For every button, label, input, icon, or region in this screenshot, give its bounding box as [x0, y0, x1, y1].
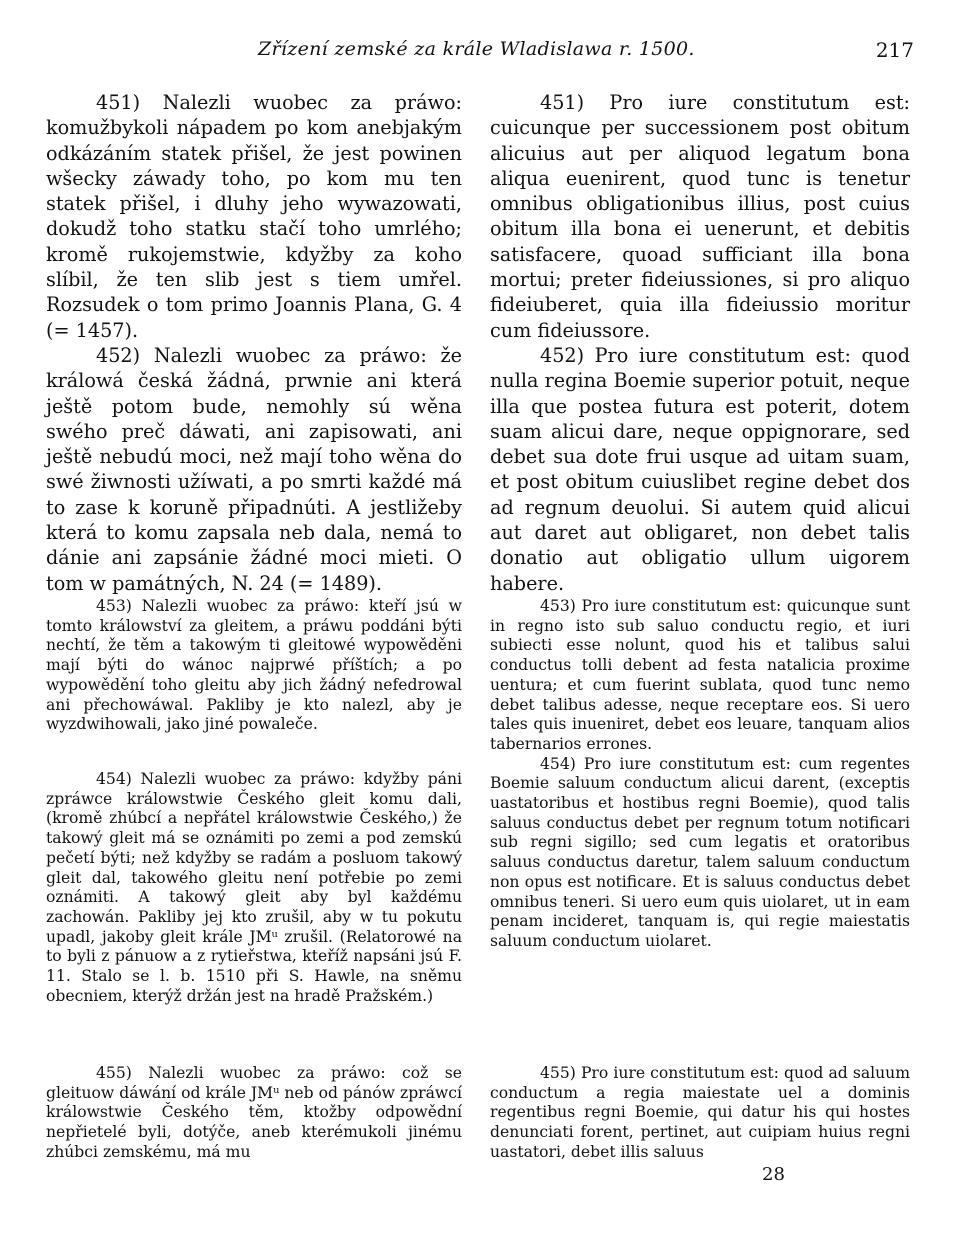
- printer-signature-mark: 28: [762, 1164, 785, 1185]
- right-block-455: [490, 1064, 910, 1163]
- right-block-451-452: [490, 90, 910, 596]
- paragraph-453-czech: 453) Nalezli wuobec za práwo: kteří jsú w tomto králowství za gleitem, a práwu poddáni býti nechtí, že těm a takowým ti gleitowé wypowěděni mají býti do wánoc najprwé příštích; a po wypowědění toho gleitu aby jich žádný nefedrowal ani přechowáwal. Pakliby je kto nalezl, aby je wyzdwihowali, jako jiné powaleče.: [46, 597, 462, 734]
- page-header: [0, 38, 960, 68]
- left-block-455: [46, 1064, 462, 1163]
- running-title: Zřízení zemské za krále Wladislawa r. 1500.: [258, 38, 695, 60]
- paragraph-455-czech: 455) Nalezli wuobec za práwo: což se gleituow dáwání od krále JMᵘ neb od pánów zpráwcí králowstwie Českého těm, ktožby odpowědní nepřietelé byli, dotýče, aneb kterémukoli jinému zhúbci zemskému, má mu: [46, 1064, 462, 1161]
- paragraph-455-latin: 455) Pro iure constitutum est: quod ad saluum conductum a regia maiestate uel a dominis regentibus regni Boemie, qui datur his qui hostes denunciati forent, pertinet, aut cuipiam huius regni uastatori, debet illis saluus: [490, 1064, 910, 1161]
- paragraph-451-latin: 451) Pro iure constitutum est: cuicunque per successionem post obitum alicuius aut per aliquod legatum bona aliqua euenirent, quod tunc is tenetur omnibus obligationibus illius, post cuius obitum illa bona ei uenerunt, et debitis satisfacere, quoad sufficiant illa bona mortui; preter fideiussiones, si pro aliquo fideiuberet, quia illa fideiussio moritur cum fideiussore.: [490, 91, 910, 342]
- paragraph-453-latin: 453) Pro iure constitutum est: quicunque sunt in regno isto sub saluo conductu regio, et iuri subiecti esse nolunt, quod his et talibus salui conductus tolli debent ad festa natalicia proxime uentura; et cum fuerint sublata, quod tunc nemo debet talibus adesse, neque receptare eos. Si uero tales quis inueniret, debet eos leuare, tanquam alios tabernarios errones.: [490, 597, 910, 753]
- right-block-453-454: [490, 597, 910, 952]
- left-block-453: [46, 597, 462, 735]
- paragraph-454-latin: 454) Pro iure constitutum est: cum regentes Boemie saluum conductum alicui darent, (exceptis uastatoribus et hostibus regni Boemie), quod talis saluus conductus debet per regnum totum notificari sub regni sigillo; sed cum legatis et oratoribus saluus conductus daretur, talem saluum conductum non opus est notificare. Et is saluus conductus debet omnibus teneri. Si uero eum quis uiolaret, ut in eam penam incideret, tanquam is, qui regie maiestatis saluum conductum uiolaret.: [490, 754, 910, 950]
- paragraph-452-latin: 452) Pro iure constitutum est: quod nulla regina Boemie superior potuit, neque illa que postea futura est poterit, dotem suam alicui dare, neque oppignorare, sed debet sua dote frui usque ad uitam suam, et post obitum cuiuslibet regine debet dos ad regnum deuolui. Si autem quid alicui aut daret aut obligaret, non debet talis donatio aut obligatio ullum uigorem habere.: [490, 343, 910, 595]
- paragraph-454-czech: 454) Nalezli wuobec za práwo: kdyžby páni zpráwce králowstwie Českého gleit komu dali, (kromě zhúbcí a nepřátel králowstwie Českého,) že takowý gleit má se oznámiti po zemi a pod zemskú pečetí býti; než kdyžby se radám a posluom takowý gleit dal, takowého gleitu není potřebie po zemi oznámiti. A takowý gleit aby byl každému zachowán. Pakliby jej kto zrušil, aby w tu pokutu upadl, jakoby gleit krále JMᵘ zrušil. (Relatorowé na to byli z pánuow a z rytieřstwa, kteříž napsáni jsú F. 11. Stalo se l. b. 1510 při S. Hawle, na sněmu obecniem, kterýž držán jest na hradě Pražském.): [46, 770, 462, 1005]
- page-number: 217: [875, 38, 914, 62]
- left-block-454: [46, 770, 462, 1006]
- left-block-451-452: [46, 90, 462, 596]
- paragraph-451-czech: 451) Nalezli wuobec za práwo: komužbykoli nápadem po kom anebjakým odkázáním statek přišel, že jest powinen wšecky záwady toho, po kom mu ten statek přišel, i dluhy jeho wywazowati, dokudž toho statku stačí toho umrlého; kromě rukojemstwie, kdyžby za koho slíbil, že ten slib jest s tiem umřel. Rozsudek o tom primo Joannis Plana, G. 4 (= 1457).: [46, 91, 462, 342]
- paragraph-452-czech: 452) Nalezli wuobec za práwo: že králowá česká žádná, prwnie ani která ještě potom bude, nemohly sú wěna swého preč dáwati, ani zapisowati, ani ještě nebudú moci, než mají toho wěna do swé žiwnosti užíwati, a po smrti každé má to zase k koruně připadnúti. A jestližeby která to komu zapsala neb dala, nemá to dánie ani zapsánie žádné moci mieti. O tom w památných, N. 24 (= 1489).: [46, 343, 462, 595]
